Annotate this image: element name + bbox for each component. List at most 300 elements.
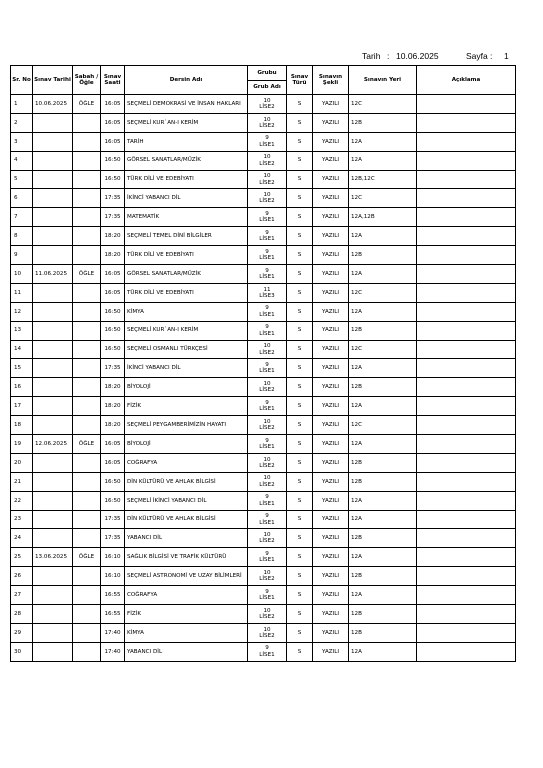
col-session: Sabah / Öğle bbox=[73, 66, 101, 95]
group-grade: 10 bbox=[263, 192, 271, 199]
table-row bbox=[11, 246, 516, 265]
cell-session bbox=[73, 567, 101, 586]
cell-exam-form: YAZILI bbox=[313, 227, 349, 246]
cell-session: ÖĞLE bbox=[73, 435, 101, 454]
col-course-name: Dersin Adı bbox=[125, 66, 248, 95]
group-grade: 10 bbox=[263, 154, 271, 161]
cell-sr-no: 5 bbox=[11, 170, 33, 189]
cell-course-name: TÜRK DİLİ VE EDEBİYATI bbox=[125, 246, 248, 265]
cell-sr-no: 25 bbox=[11, 548, 33, 567]
table-row bbox=[11, 605, 516, 624]
group-name: LİSE2 bbox=[259, 122, 275, 129]
cell-group bbox=[248, 548, 287, 567]
table-row bbox=[11, 340, 516, 359]
cell-course-name: DİN KÜLTÜRÜ VE AHLAK BİLGİSİ bbox=[125, 510, 248, 529]
cell-exam-type: S bbox=[287, 189, 313, 208]
cell-exam-form: YAZILI bbox=[313, 95, 349, 114]
cell-exam-time: 18:20 bbox=[101, 378, 125, 397]
cell-exam-type: S bbox=[287, 605, 313, 624]
group-grade: 9 bbox=[265, 437, 269, 444]
cell-course-name: COĞRAFYA bbox=[125, 453, 248, 472]
group-name: LİSE2 bbox=[259, 576, 275, 583]
table-row bbox=[11, 453, 516, 472]
cell-group bbox=[248, 113, 287, 132]
cell-sr-no: 15 bbox=[11, 359, 33, 378]
cell-notes bbox=[417, 246, 516, 265]
cell-sr-no: 11 bbox=[11, 283, 33, 302]
cell-exam-place: 12A bbox=[349, 359, 417, 378]
cell-course-name: FİZİK bbox=[125, 397, 248, 416]
cell-exam-date: 12.06.2025 bbox=[33, 435, 73, 454]
cell-notes bbox=[417, 151, 516, 170]
cell-course-name: TÜRK DİLİ VE EDEBİYATI bbox=[125, 283, 248, 302]
cell-notes bbox=[417, 378, 516, 397]
table-row bbox=[11, 623, 516, 642]
group-name: LİSE1 bbox=[259, 255, 275, 262]
group-name: LİSE2 bbox=[259, 481, 275, 488]
cell-exam-form: YAZILI bbox=[313, 265, 349, 284]
cell-notes bbox=[417, 453, 516, 472]
group-name: LİSE1 bbox=[259, 557, 275, 564]
cell-exam-place: 12A bbox=[349, 265, 417, 284]
cell-notes bbox=[417, 567, 516, 586]
cell-exam-date bbox=[33, 510, 73, 529]
group-grade: 9 bbox=[265, 210, 269, 217]
cell-course-name: TARİH bbox=[125, 132, 248, 151]
group-grade: 9 bbox=[265, 494, 269, 501]
cell-exam-type: S bbox=[287, 378, 313, 397]
cell-exam-time: 16:10 bbox=[101, 548, 125, 567]
table-row bbox=[11, 151, 516, 170]
cell-exam-form: YAZILI bbox=[313, 283, 349, 302]
cell-session bbox=[73, 151, 101, 170]
cell-exam-type: S bbox=[287, 567, 313, 586]
group-grade: 10 bbox=[263, 418, 271, 425]
cell-session bbox=[73, 529, 101, 548]
cell-exam-date bbox=[33, 189, 73, 208]
cell-exam-date bbox=[33, 453, 73, 472]
table-row bbox=[11, 586, 516, 605]
cell-course-name: MATEMATİK bbox=[125, 208, 248, 227]
cell-exam-date bbox=[33, 302, 73, 321]
group-name: LİSE2 bbox=[259, 198, 275, 205]
cell-exam-type: S bbox=[287, 510, 313, 529]
cell-course-name: GÖRSEL SANATLAR/MÜZİK bbox=[125, 265, 248, 284]
cell-course-name: SEÇMELİ ASTRONOMİ VE UZAY BİLİMLERİ bbox=[125, 567, 248, 586]
cell-group bbox=[248, 378, 287, 397]
cell-exam-place: 12B bbox=[349, 453, 417, 472]
cell-notes bbox=[417, 265, 516, 284]
cell-exam-date bbox=[33, 378, 73, 397]
cell-course-name: SEÇMELİ KUR`AN-I KERİM bbox=[125, 321, 248, 340]
cell-exam-date bbox=[33, 416, 73, 435]
cell-exam-form: YAZILI bbox=[313, 378, 349, 397]
cell-exam-time: 18:20 bbox=[101, 246, 125, 265]
cell-exam-time: 16:50 bbox=[101, 340, 125, 359]
cell-exam-form: YAZILI bbox=[313, 548, 349, 567]
cell-session bbox=[73, 208, 101, 227]
group-name: LİSE2 bbox=[259, 462, 275, 469]
cell-notes bbox=[417, 340, 516, 359]
cell-sr-no: 17 bbox=[11, 397, 33, 416]
cell-course-name: BİYOLOJİ bbox=[125, 435, 248, 454]
cell-exam-place: 12A bbox=[349, 642, 417, 661]
cell-group bbox=[248, 208, 287, 227]
cell-group bbox=[248, 453, 287, 472]
cell-session bbox=[73, 170, 101, 189]
cell-exam-time: 18:20 bbox=[101, 416, 125, 435]
cell-course-name: DİN KÜLTÜRÜ VE AHLAK BİLGİSİ bbox=[125, 472, 248, 491]
cell-notes bbox=[417, 510, 516, 529]
cell-notes bbox=[417, 548, 516, 567]
group-grade: 10 bbox=[263, 569, 271, 576]
group-grade: 9 bbox=[265, 645, 269, 652]
cell-exam-form: YAZILI bbox=[313, 189, 349, 208]
table-row bbox=[11, 529, 516, 548]
cell-session bbox=[73, 510, 101, 529]
page-number: 1 bbox=[504, 51, 509, 61]
cell-session: ÖĞLE bbox=[73, 265, 101, 284]
cell-group bbox=[248, 491, 287, 510]
cell-course-name: SEÇMELİ İKİNCİ YABANCI DİL bbox=[125, 491, 248, 510]
cell-exam-form: YAZILI bbox=[313, 151, 349, 170]
cell-session bbox=[73, 605, 101, 624]
group-name: LİSE1 bbox=[259, 273, 275, 280]
cell-exam-place: 12C bbox=[349, 416, 417, 435]
cell-notes bbox=[417, 283, 516, 302]
cell-group bbox=[248, 416, 287, 435]
table-row bbox=[11, 567, 516, 586]
group-grade: 10 bbox=[263, 607, 271, 614]
cell-sr-no: 7 bbox=[11, 208, 33, 227]
group-name: LİSE1 bbox=[259, 141, 275, 148]
cell-exam-form: YAZILI bbox=[313, 246, 349, 265]
table-row bbox=[11, 321, 516, 340]
group-grade: 9 bbox=[265, 248, 269, 255]
cell-group bbox=[248, 95, 287, 114]
cell-exam-date bbox=[33, 132, 73, 151]
cell-notes bbox=[417, 359, 516, 378]
cell-group bbox=[248, 435, 287, 454]
cell-exam-time: 16:05 bbox=[101, 283, 125, 302]
cell-sr-no: 22 bbox=[11, 491, 33, 510]
cell-notes bbox=[417, 302, 516, 321]
cell-exam-date: 13.06.2025 bbox=[33, 548, 73, 567]
group-name: LİSE1 bbox=[259, 368, 275, 375]
cell-exam-place: 12B bbox=[349, 623, 417, 642]
cell-exam-date bbox=[33, 605, 73, 624]
cell-group bbox=[248, 321, 287, 340]
cell-exam-place: 12A bbox=[349, 435, 417, 454]
cell-notes bbox=[417, 642, 516, 661]
col-sr-no: Sr. No bbox=[11, 66, 33, 95]
cell-notes bbox=[417, 397, 516, 416]
table-row bbox=[11, 302, 516, 321]
cell-exam-date bbox=[33, 397, 73, 416]
cell-exam-form: YAZILI bbox=[313, 397, 349, 416]
cell-exam-type: S bbox=[287, 208, 313, 227]
table-row bbox=[11, 95, 516, 114]
cell-course-name: SAĞLIK BİLGİSİ VE TRAFİK KÜLTÜRÜ bbox=[125, 548, 248, 567]
group-grade: 9 bbox=[265, 267, 269, 274]
cell-exam-place: 12A bbox=[349, 397, 417, 416]
cell-exam-place: 12C bbox=[349, 95, 417, 114]
cell-sr-no: 21 bbox=[11, 472, 33, 491]
cell-exam-form: YAZILI bbox=[313, 642, 349, 661]
table-row bbox=[11, 170, 516, 189]
cell-group bbox=[248, 510, 287, 529]
cell-exam-place: 12A bbox=[349, 586, 417, 605]
cell-exam-date: 11.06.2025 bbox=[33, 265, 73, 284]
group-name: LİSE1 bbox=[259, 236, 275, 243]
cell-group bbox=[248, 227, 287, 246]
cell-sr-no: 9 bbox=[11, 246, 33, 265]
cell-exam-form: YAZILI bbox=[313, 416, 349, 435]
col-exam-time: Sınav Saati bbox=[101, 66, 125, 95]
cell-exam-type: S bbox=[287, 472, 313, 491]
cell-course-name: COĞRAFYA bbox=[125, 586, 248, 605]
cell-exam-type: S bbox=[287, 113, 313, 132]
cell-group bbox=[248, 189, 287, 208]
cell-sr-no: 8 bbox=[11, 227, 33, 246]
cell-exam-form: YAZILI bbox=[313, 586, 349, 605]
cell-group bbox=[248, 283, 287, 302]
cell-exam-date bbox=[33, 246, 73, 265]
cell-exam-form: YAZILI bbox=[313, 208, 349, 227]
group-name: LİSE1 bbox=[259, 406, 275, 413]
cell-exam-place: 12A bbox=[349, 491, 417, 510]
cell-exam-form: YAZILI bbox=[313, 605, 349, 624]
cell-exam-place: 12A bbox=[349, 510, 417, 529]
cell-course-name: FİZİK bbox=[125, 605, 248, 624]
cell-group bbox=[248, 472, 287, 491]
cell-session bbox=[73, 491, 101, 510]
cell-group bbox=[248, 529, 287, 548]
group-grade: 9 bbox=[265, 229, 269, 236]
table-header bbox=[11, 66, 516, 95]
cell-sr-no: 18 bbox=[11, 416, 33, 435]
cell-course-name: İKİNCİ YABANCI DİL bbox=[125, 359, 248, 378]
col-exam-place: Sınavın Yeri bbox=[349, 66, 417, 95]
document-meta bbox=[0, 51, 543, 63]
cell-exam-time: 18:20 bbox=[101, 227, 125, 246]
cell-exam-time: 16:05 bbox=[101, 265, 125, 284]
cell-exam-form: YAZILI bbox=[313, 567, 349, 586]
cell-session bbox=[73, 472, 101, 491]
group-grade: 10 bbox=[263, 475, 271, 482]
cell-session bbox=[73, 189, 101, 208]
cell-course-name: YABANCI DİL bbox=[125, 529, 248, 548]
group-name: LİSE1 bbox=[259, 651, 275, 658]
cell-exam-place: 12A bbox=[349, 548, 417, 567]
group-grade: 10 bbox=[263, 381, 271, 387]
table-row bbox=[11, 642, 516, 661]
cell-exam-date bbox=[33, 283, 73, 302]
cell-sr-no: 4 bbox=[11, 151, 33, 170]
cell-sr-no: 10 bbox=[11, 265, 33, 284]
cell-sr-no: 28 bbox=[11, 605, 33, 624]
date-label: Tarih bbox=[362, 51, 381, 61]
cell-exam-type: S bbox=[287, 491, 313, 510]
cell-exam-type: S bbox=[287, 435, 313, 454]
cell-exam-place: 12B bbox=[349, 378, 417, 397]
group-grade: 10 bbox=[263, 343, 271, 350]
cell-session bbox=[73, 623, 101, 642]
cell-session bbox=[73, 283, 101, 302]
cell-sr-no: 20 bbox=[11, 453, 33, 472]
cell-exam-type: S bbox=[287, 151, 313, 170]
cell-exam-form: YAZILI bbox=[313, 510, 349, 529]
cell-exam-time: 16:50 bbox=[101, 302, 125, 321]
cell-group bbox=[248, 359, 287, 378]
cell-exam-date bbox=[33, 586, 73, 605]
date-value: 10.06.2025 bbox=[396, 51, 439, 61]
cell-course-name: KİMYA bbox=[125, 302, 248, 321]
cell-session bbox=[73, 302, 101, 321]
cell-group bbox=[248, 642, 287, 661]
cell-exam-time: 16:10 bbox=[101, 567, 125, 586]
group-name: LİSE1 bbox=[259, 443, 275, 450]
cell-exam-place: 12B,12C bbox=[349, 170, 417, 189]
table-row bbox=[11, 208, 516, 227]
cell-sr-no: 26 bbox=[11, 567, 33, 586]
page-separator: : bbox=[490, 51, 493, 61]
group-grade: 10 bbox=[263, 173, 271, 180]
cell-sr-no: 27 bbox=[11, 586, 33, 605]
cell-group bbox=[248, 151, 287, 170]
cell-course-name: İKİNCİ YABANCI DİL bbox=[125, 189, 248, 208]
table-row bbox=[11, 510, 516, 529]
cell-exam-date bbox=[33, 359, 73, 378]
cell-exam-form: YAZILI bbox=[313, 321, 349, 340]
cell-exam-time: 17:40 bbox=[101, 642, 125, 661]
cell-exam-date bbox=[33, 529, 73, 548]
cell-exam-date bbox=[33, 642, 73, 661]
cell-exam-place: 12C bbox=[349, 189, 417, 208]
cell-notes bbox=[417, 472, 516, 491]
cell-exam-date bbox=[33, 567, 73, 586]
cell-exam-form: YAZILI bbox=[313, 623, 349, 642]
table-row bbox=[11, 132, 516, 151]
group-grade: 11 bbox=[263, 286, 271, 293]
group-grade: 9 bbox=[265, 362, 269, 369]
cell-exam-form: YAZILI bbox=[313, 302, 349, 321]
cell-group bbox=[248, 340, 287, 359]
table-row bbox=[11, 227, 516, 246]
cell-sr-no: 30 bbox=[11, 642, 33, 661]
group-name: LİSE1 bbox=[259, 330, 275, 337]
col-exam-type: Sınav Türü bbox=[287, 66, 313, 95]
group-name: LİSE2 bbox=[259, 387, 275, 394]
cell-session bbox=[73, 397, 101, 416]
group-name: LİSE3 bbox=[259, 292, 275, 299]
cell-notes bbox=[417, 435, 516, 454]
cell-exam-type: S bbox=[287, 529, 313, 548]
group-grade: 10 bbox=[263, 532, 271, 539]
table-row bbox=[11, 416, 516, 435]
cell-exam-place: 12A bbox=[349, 132, 417, 151]
cell-course-name: YABANCI DİL bbox=[125, 642, 248, 661]
cell-course-name: GÖRSEL SANATLAR/MÜZİK bbox=[125, 151, 248, 170]
cell-course-name: TÜRK DİLİ VE EDEBİYATI bbox=[125, 170, 248, 189]
cell-session bbox=[73, 246, 101, 265]
cell-group bbox=[248, 246, 287, 265]
cell-exam-place: 12C bbox=[349, 340, 417, 359]
cell-group bbox=[248, 623, 287, 642]
group-grade: 9 bbox=[265, 135, 269, 142]
cell-notes bbox=[417, 132, 516, 151]
cell-exam-place: 12B bbox=[349, 472, 417, 491]
table-row bbox=[11, 548, 516, 567]
cell-exam-time: 16:55 bbox=[101, 605, 125, 624]
col-exam-form: Sınavın Şekli bbox=[313, 66, 349, 95]
cell-exam-type: S bbox=[287, 302, 313, 321]
group-name: LİSE2 bbox=[259, 349, 275, 356]
group-grade: 9 bbox=[265, 551, 269, 558]
cell-exam-time: 16:50 bbox=[101, 472, 125, 491]
cell-exam-time: 18:20 bbox=[101, 397, 125, 416]
cell-exam-form: YAZILI bbox=[313, 529, 349, 548]
cell-session bbox=[73, 340, 101, 359]
cell-exam-form: YAZILI bbox=[313, 340, 349, 359]
cell-notes bbox=[417, 605, 516, 624]
cell-notes bbox=[417, 113, 516, 132]
cell-exam-type: S bbox=[287, 170, 313, 189]
cell-exam-date bbox=[33, 491, 73, 510]
cell-exam-time: 16:05 bbox=[101, 95, 125, 114]
cell-exam-type: S bbox=[287, 623, 313, 642]
cell-exam-time: 16:05 bbox=[101, 132, 125, 151]
cell-sr-no: 23 bbox=[11, 510, 33, 529]
table-row bbox=[11, 113, 516, 132]
group-name: LİSE2 bbox=[259, 103, 275, 110]
table-row bbox=[11, 189, 516, 208]
cell-sr-no: 16 bbox=[11, 378, 33, 397]
group-grade: 10 bbox=[263, 456, 271, 463]
cell-group bbox=[248, 567, 287, 586]
col-notes: Açıklama bbox=[417, 66, 516, 95]
cell-sr-no: 3 bbox=[11, 132, 33, 151]
cell-exam-time: 16:05 bbox=[101, 113, 125, 132]
cell-exam-type: S bbox=[287, 642, 313, 661]
cell-notes bbox=[417, 95, 516, 114]
cell-exam-form: YAZILI bbox=[313, 491, 349, 510]
table-body bbox=[11, 95, 516, 662]
cell-course-name: SEÇMELİ PEYGAMBERİMİZİN HAYATI bbox=[125, 416, 248, 435]
cell-session bbox=[73, 378, 101, 397]
cell-notes bbox=[417, 623, 516, 642]
col-group-name: Grub Adı bbox=[248, 80, 287, 95]
cell-exam-form: YAZILI bbox=[313, 132, 349, 151]
cell-exam-place: 12A bbox=[349, 151, 417, 170]
cell-exam-time: 17:35 bbox=[101, 359, 125, 378]
cell-group bbox=[248, 170, 287, 189]
cell-exam-place: 12B bbox=[349, 246, 417, 265]
cell-exam-place: 12B bbox=[349, 567, 417, 586]
table-row bbox=[11, 283, 516, 302]
table-row bbox=[11, 397, 516, 416]
group-name: LİSE1 bbox=[259, 311, 275, 318]
cell-exam-time: 17:35 bbox=[101, 510, 125, 529]
cell-exam-type: S bbox=[287, 246, 313, 265]
cell-exam-type: S bbox=[287, 95, 313, 114]
cell-exam-date bbox=[33, 340, 73, 359]
cell-exam-form: YAZILI bbox=[313, 472, 349, 491]
cell-exam-date bbox=[33, 170, 73, 189]
group-grade: 9 bbox=[265, 305, 269, 312]
cell-sr-no: 1 bbox=[11, 95, 33, 114]
cell-exam-type: S bbox=[287, 586, 313, 605]
